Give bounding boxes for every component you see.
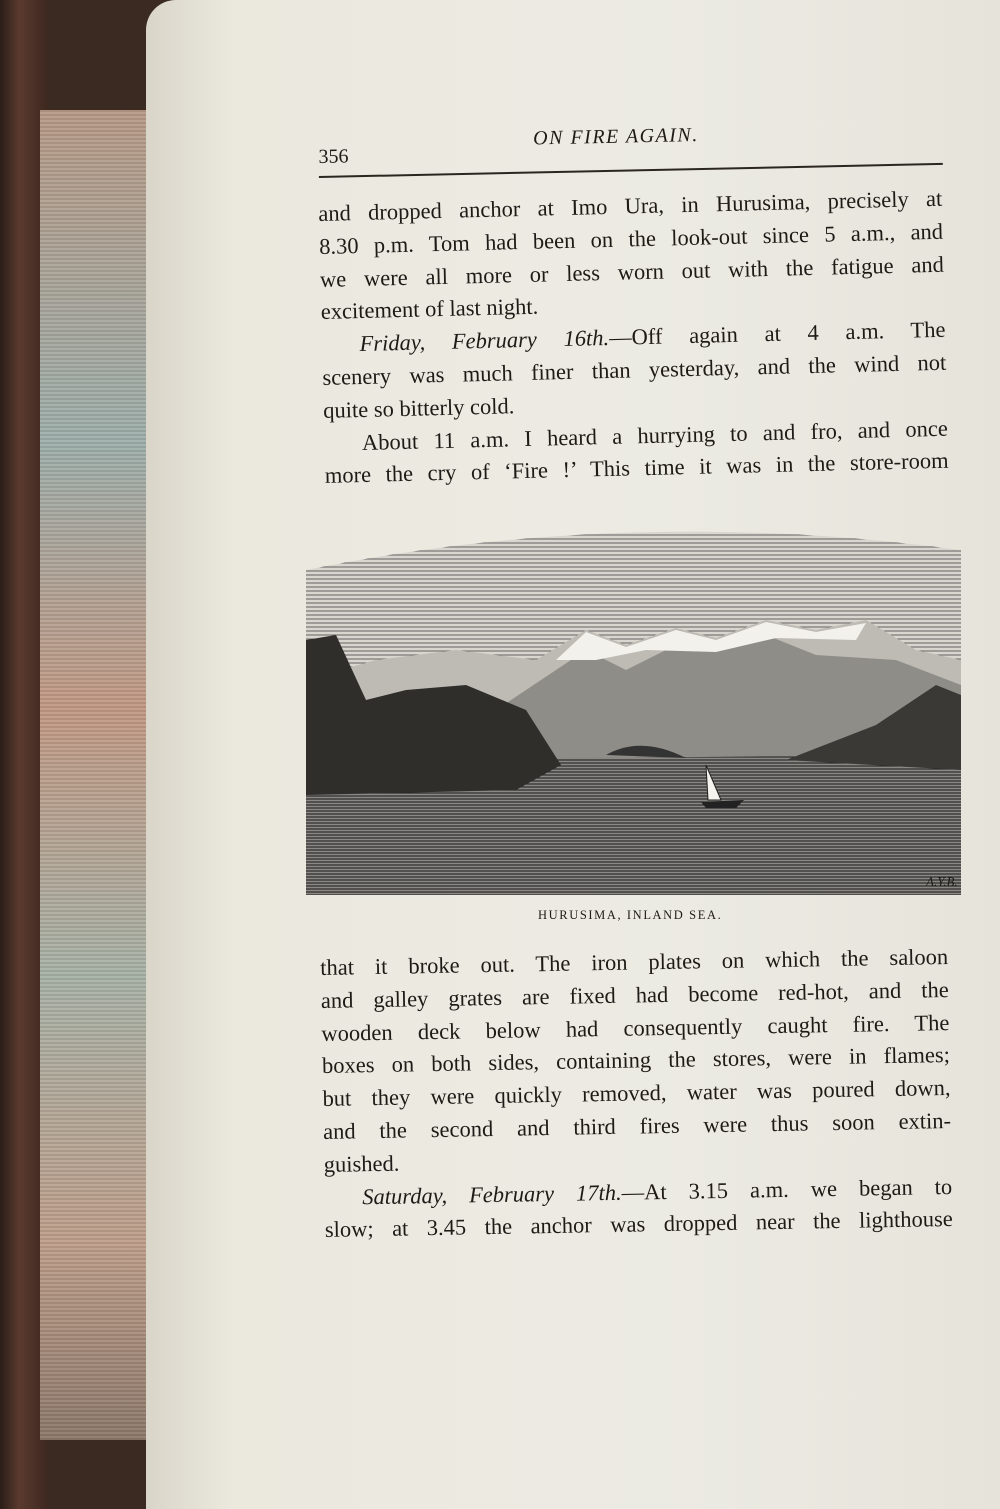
engraver-signature: A.Y.B.	[926, 874, 958, 889]
marbled-page-edges	[40, 110, 152, 1440]
text-line: more the cry of ‘Fire !’ This time it was in the store-room	[324, 448, 949, 489]
text-line: and galley grates are fixed had become red-hot, and the	[320, 976, 949, 1013]
text-line: wooden deck below had consequently caught fire. The	[321, 1009, 950, 1046]
text-line: but they were quickly removed, water was poured down,	[322, 1075, 951, 1112]
text-block-top	[318, 183, 949, 493]
text-line: and the second and third fires were thus soon extin-	[322, 1107, 952, 1144]
engraving-illustration	[296, 510, 966, 900]
illustration-caption: HURUSIMA, INLAND SEA.	[538, 908, 723, 922]
running-title: ON FIRE AGAIN.	[532, 124, 699, 150]
text-line: slow; at 3.45 the anchor was dropped near the lighthouse	[324, 1206, 953, 1243]
text-block-bottom	[320, 941, 953, 1247]
text-line: guished.	[323, 1150, 400, 1177]
page-number: 356	[318, 145, 349, 168]
text-line: boxes on both sides, containing the stores, were in flames;	[321, 1042, 951, 1079]
text-line: we were all more or less worn out with the fatigue and	[319, 251, 945, 292]
text-span: —At 3.15 a.m. we began to	[621, 1173, 953, 1205]
text-line: and dropped anchor at Imo Ura, in Hurusima, precisely at	[318, 185, 943, 226]
diary-date: Saturday, February 17th.	[362, 1179, 622, 1209]
text-line: that it broke out. The iron plates on which the saloon	[320, 944, 949, 980]
diary-date: Friday, February 16th.	[359, 325, 610, 357]
text-span: —Off again at 4 a.m. The	[608, 316, 946, 351]
text-line: scenery was much finer than yesterday, and the wind not	[322, 349, 947, 390]
text-line: quite so bitterly cold.	[322, 393, 515, 423]
text-line: excitement of last night.	[320, 294, 539, 325]
text-line: About 11 a.m. I heard a hurrying to and fro, and once	[361, 415, 949, 455]
text-line: 8.30 p.m. Tom had been on the look-out since 5 a.m., and	[318, 218, 944, 259]
